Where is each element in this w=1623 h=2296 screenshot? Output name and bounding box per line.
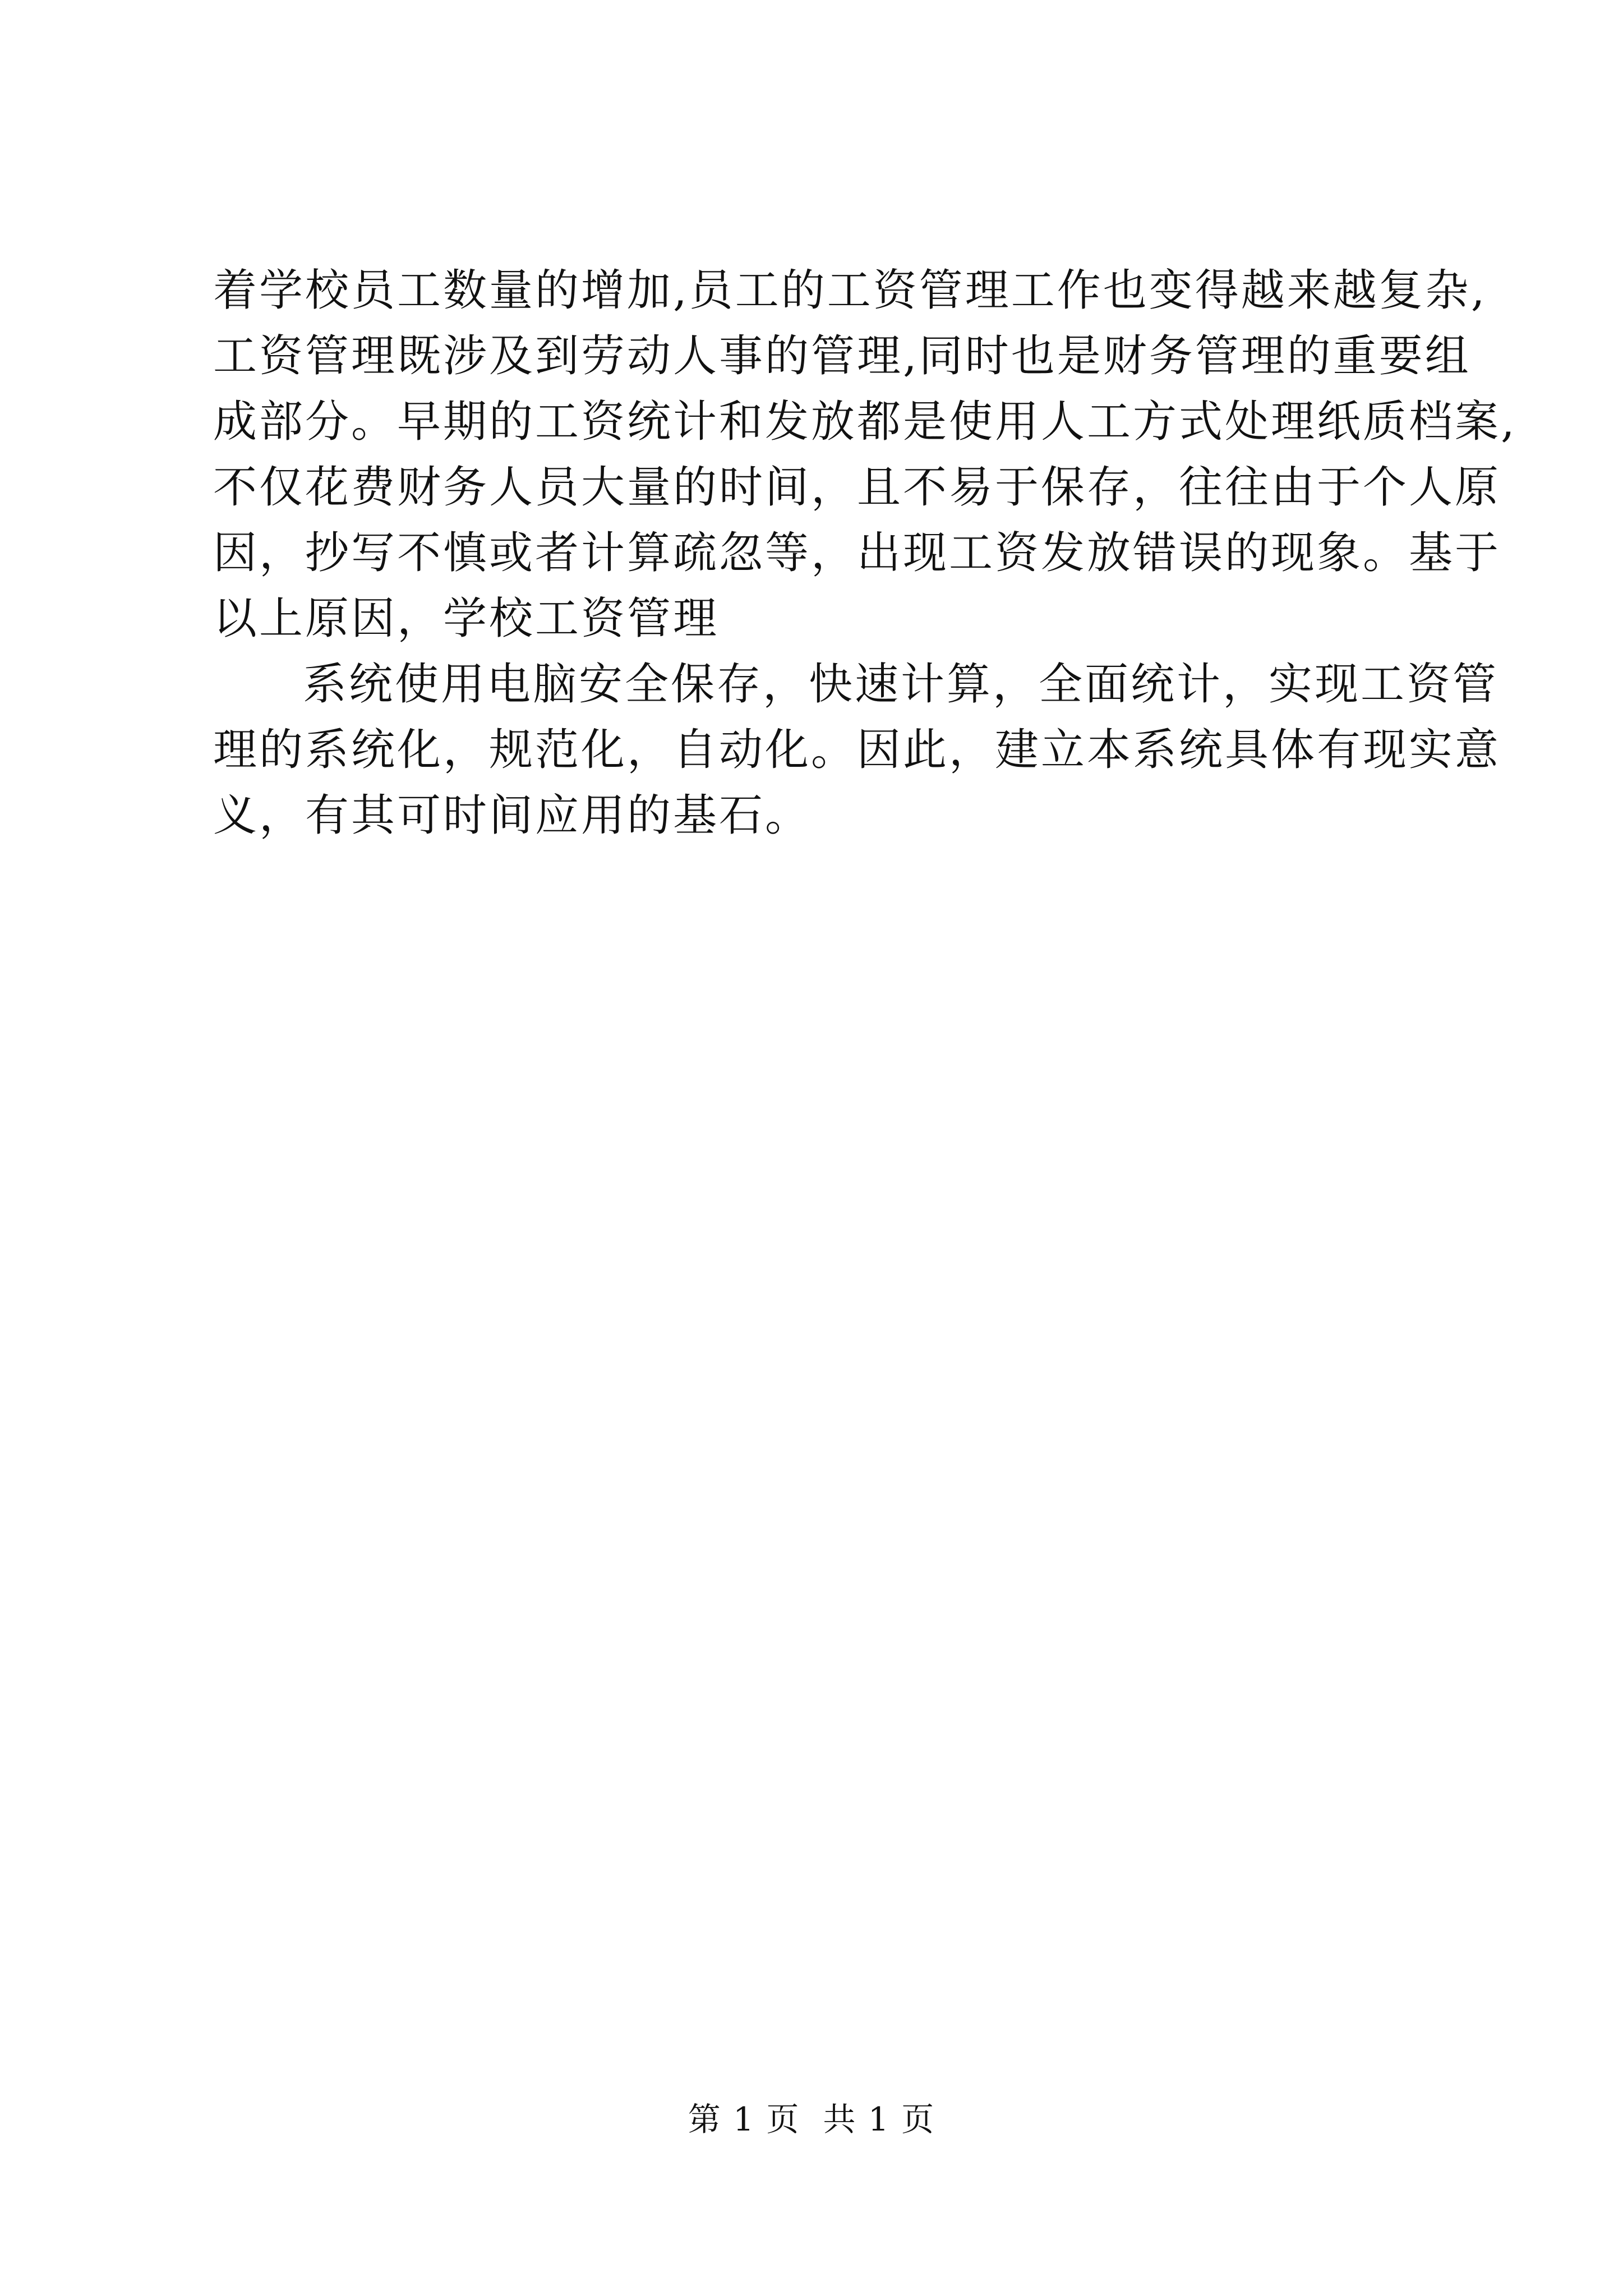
- paragraph-1-line-3: 成部分。早期的工资统计和发放都是使用人工方式处理纸质档案,: [213, 397, 1517, 447]
- document-body: [213, 258, 1517, 849]
- paragraph-1-line-4: 不仅花费财务人员大量的时间，且不易于保存，往往由于个人原: [213, 462, 1501, 513]
- paragraph-2: [213, 652, 1501, 849]
- paragraph-1: [213, 258, 1517, 652]
- paragraph-1-line-1: 着学校员工数量的增加,员工的工资管理工作也变得越来越复杂,: [213, 265, 1487, 316]
- paragraph-1-line-6: 以上原因，学校工资管理: [213, 593, 720, 644]
- paragraph-1-line-2: 工资管理既涉及到劳动人事的管理,同时也是财务管理的重要组: [213, 331, 1471, 381]
- paragraph-2-line-3: 义，有其可时间应用的基石。: [213, 790, 811, 841]
- paragraph-2-line-1: 系统使用电脑安全保存，快速计算，全面统计，实现工资管: [303, 659, 1499, 710]
- page-total: 共 1 页: [823, 2100, 935, 2138]
- page-number: 第 1 页: [688, 2100, 800, 2138]
- paragraph-2-line-2: 理的系统化，规范化，自动化。因此，建立本系统具体有现实意: [213, 725, 1501, 775]
- paragraph-1-line-5: 因，抄写不慎或者计算疏忽等，出现工资发放错误的现象。基于: [213, 528, 1501, 578]
- page-footer: [0, 2097, 1623, 2142]
